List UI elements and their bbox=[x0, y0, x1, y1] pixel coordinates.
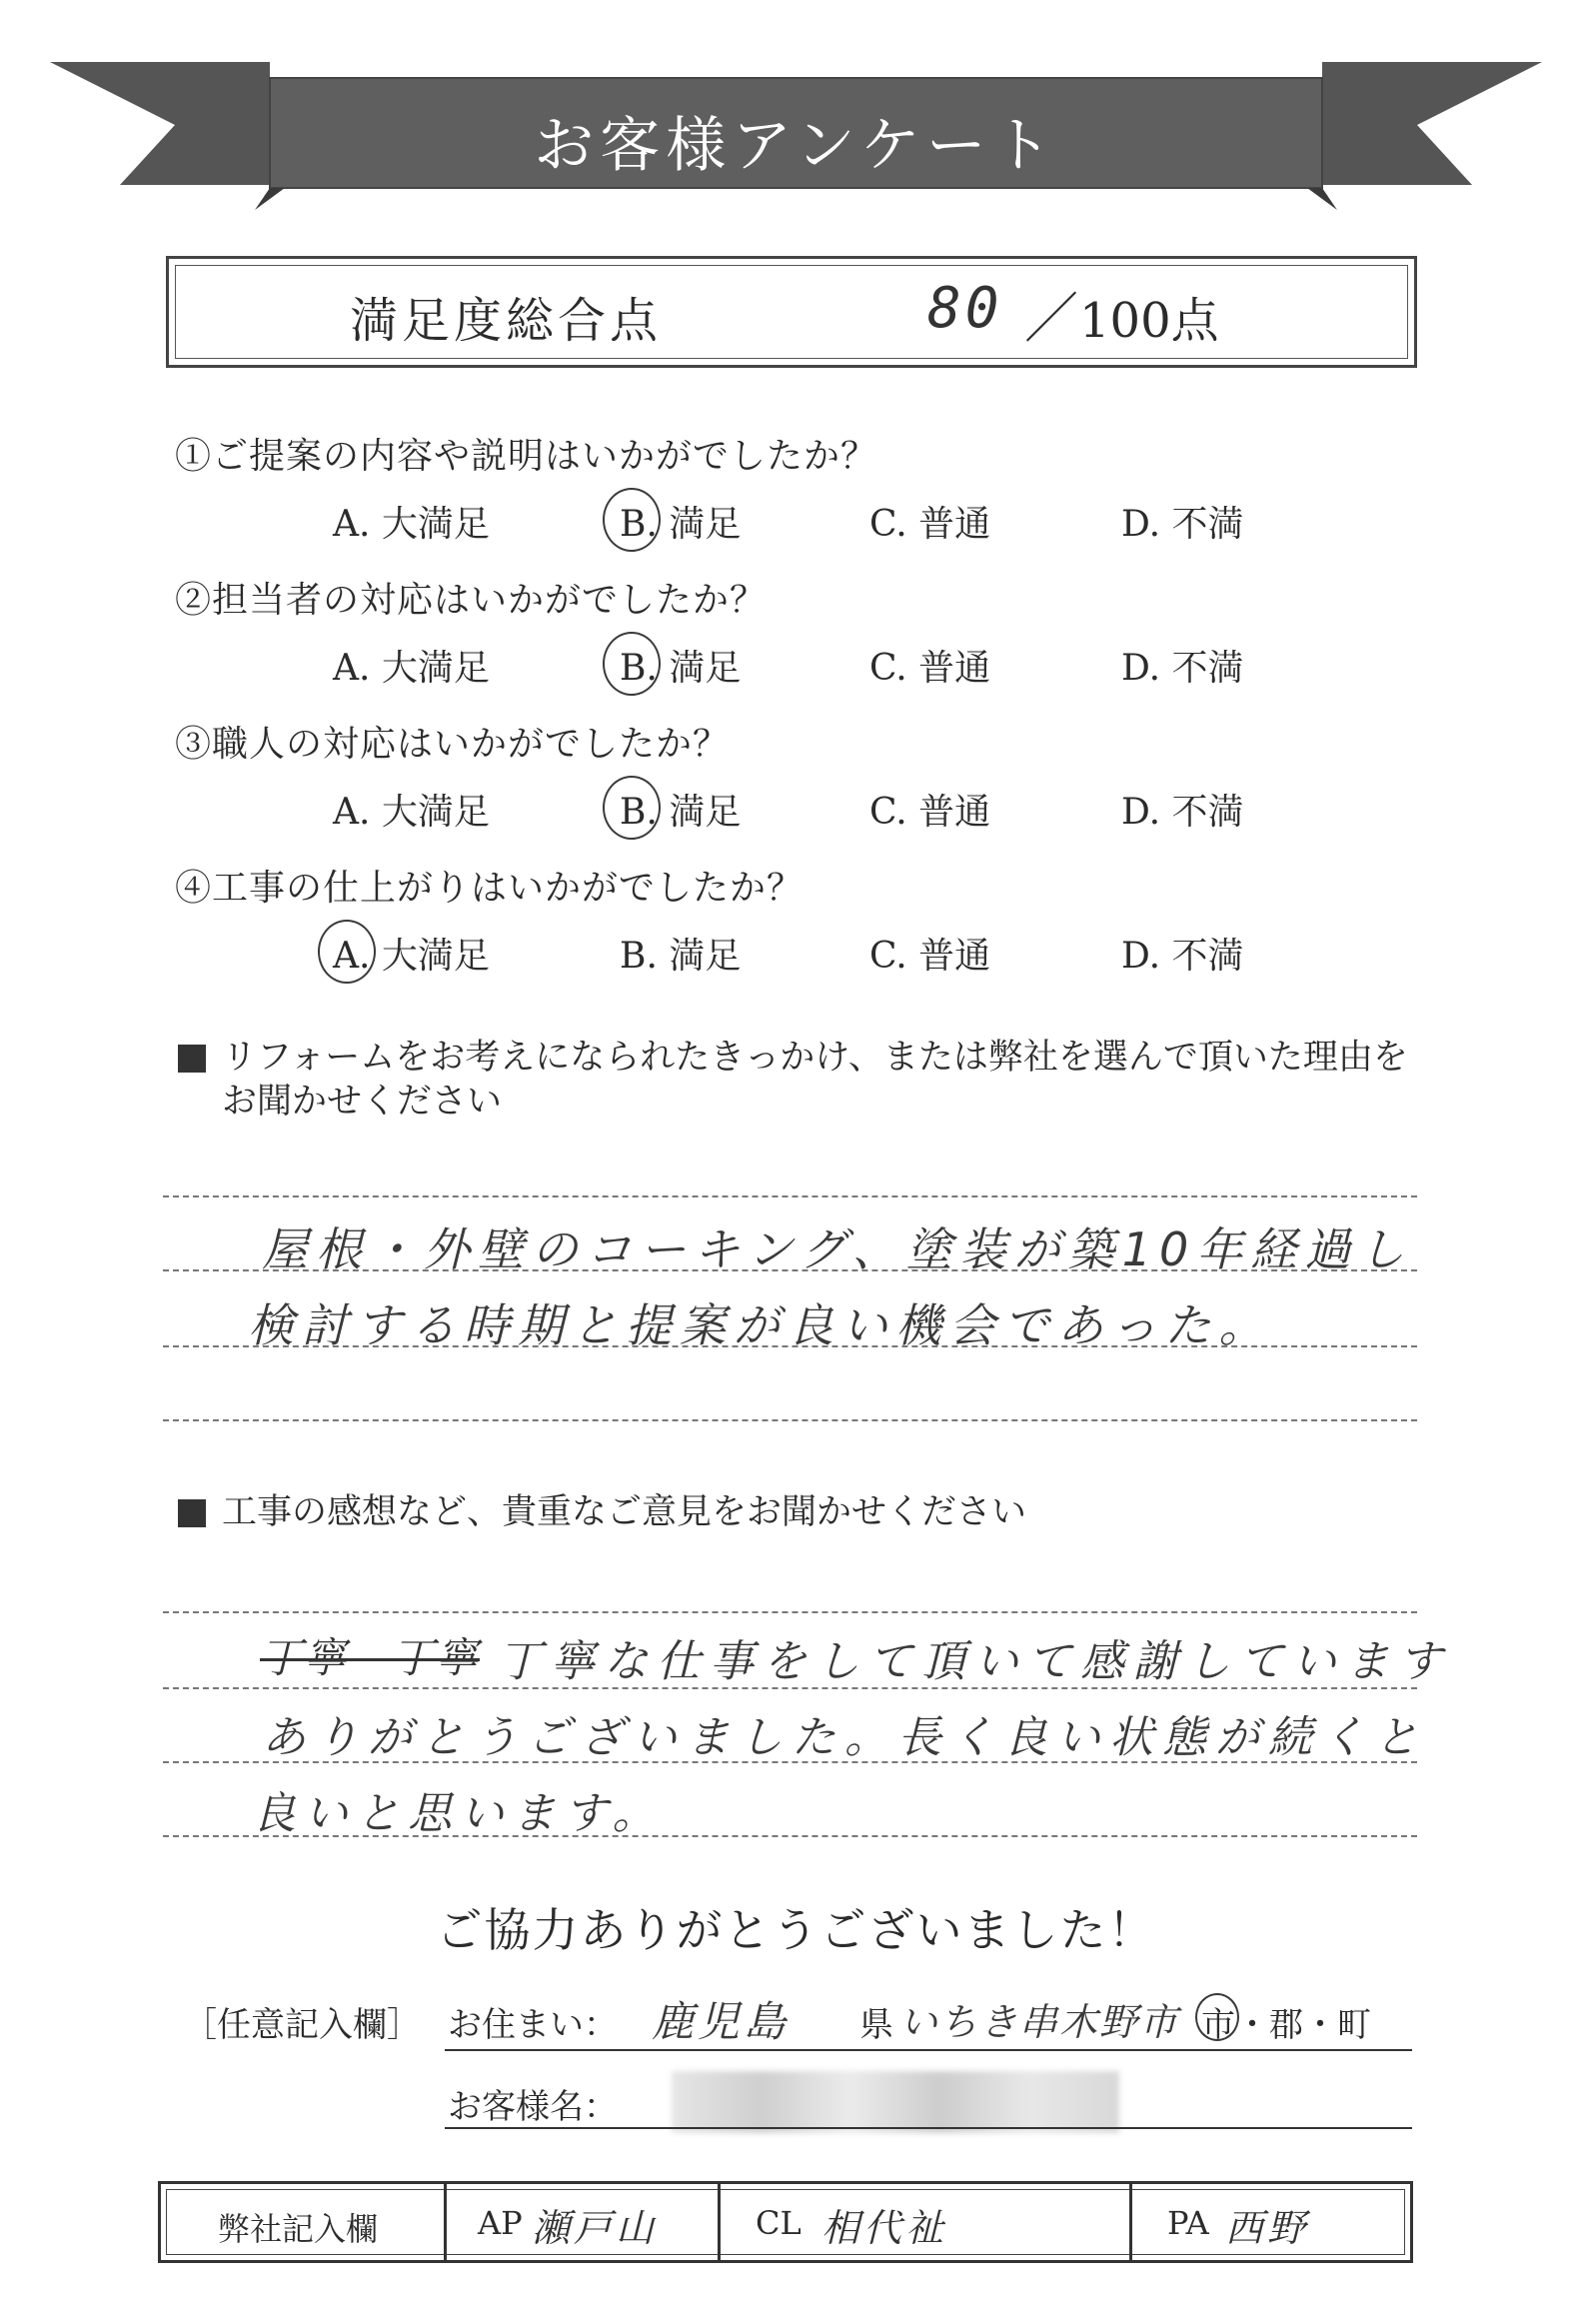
section2-answer-line2: ありがとうございました。長く良い状態が続くと bbox=[262, 1712, 1427, 1763]
q2-option-a[interactable]: A. 大満足 bbox=[333, 648, 490, 689]
q3-option-c[interactable]: C. 普通 bbox=[869, 792, 991, 833]
answer-line bbox=[163, 1195, 1417, 1197]
q3-option-b[interactable]: B. 満足 bbox=[620, 792, 742, 833]
ap-value-handwritten: 瀬戸山 bbox=[532, 2206, 659, 2250]
score-label: 満足度総合点 bbox=[350, 293, 663, 349]
prefecture-suffix: 県 bbox=[859, 2005, 893, 2045]
q2-option-c[interactable]: C. 普通 bbox=[869, 648, 991, 689]
ap-label: AP bbox=[478, 2204, 523, 2242]
section2-struck-text: 丁寧 丁寧 bbox=[260, 1633, 481, 1682]
section2-answer-line3: 良いと思います。 bbox=[252, 1788, 665, 1839]
q3-option-d[interactable]: D. 不満 bbox=[1121, 792, 1244, 833]
customer-name-redacted bbox=[672, 2071, 1119, 2133]
pa-value-handwritten: 西野 bbox=[1225, 2206, 1310, 2250]
q4-selection-circle bbox=[318, 920, 376, 984]
section1-answer-line2: 検討する時期と提案が良い機会であった。 bbox=[248, 1298, 1273, 1352]
name-underline bbox=[445, 2127, 1412, 2129]
score-slash: ／ bbox=[1024, 287, 1078, 350]
table-divider bbox=[1129, 2181, 1132, 2263]
section2-bullet bbox=[178, 1499, 206, 1527]
city-selection-circle bbox=[1195, 1993, 1239, 2041]
answer-line bbox=[163, 1419, 1417, 1421]
prefecture-handwritten: 鹿児島 bbox=[652, 1997, 791, 2046]
section2-answer-line1: 丁寧な仕事をして頂いて感謝しています bbox=[498, 1636, 1451, 1687]
table-divider bbox=[444, 2181, 447, 2263]
cl-value-handwritten: 相代祉 bbox=[821, 2206, 948, 2250]
cl-label: CL bbox=[756, 2204, 801, 2242]
optional-label: ［任意記入欄］ bbox=[183, 2005, 421, 2045]
city-handwritten: いちき串木野市 bbox=[899, 2000, 1180, 2044]
thanks-message: ご協力ありがとうございました！ bbox=[436, 1903, 1156, 1957]
q1-option-a[interactable]: A. 大満足 bbox=[333, 504, 490, 545]
score-max: 100点 bbox=[1079, 293, 1219, 349]
score-value-handwritten: 80 bbox=[927, 276, 1003, 341]
q3-option-a[interactable]: A. 大満足 bbox=[333, 792, 490, 833]
section1-answer-line1: 屋根・外壁のコーキング、塗装が築10年経過し bbox=[262, 1222, 1413, 1276]
pa-label: PA bbox=[1167, 2204, 1209, 2242]
question-3: ③職人の対応はいかがでしたか？ bbox=[175, 724, 731, 765]
table-divider bbox=[718, 2181, 721, 2263]
q4-option-c[interactable]: C. 普通 bbox=[869, 936, 991, 977]
q4-option-a[interactable]: A. 大満足 bbox=[333, 936, 490, 977]
question-4: ④工事の仕上がりはいかがでしたか？ bbox=[175, 868, 804, 909]
q1-option-d[interactable]: D. 不満 bbox=[1121, 504, 1244, 545]
q2-selection-circle bbox=[603, 632, 661, 696]
city-suffix: 市・郡・町 bbox=[1201, 2005, 1371, 2045]
address-label: お住まい： bbox=[448, 2005, 618, 2045]
page-title: お客様アンケート bbox=[534, 111, 1058, 181]
q2-option-d[interactable]: D. 不満 bbox=[1121, 648, 1244, 689]
q4-option-b[interactable]: B. 満足 bbox=[620, 936, 742, 977]
q4-option-d[interactable]: D. 不満 bbox=[1121, 936, 1244, 977]
q1-option-c[interactable]: C. 普通 bbox=[869, 504, 991, 545]
answer-line bbox=[163, 1611, 1417, 1613]
section1-prompt-line2: お聞かせください bbox=[222, 1082, 503, 1122]
q2-option-b[interactable]: B. 満足 bbox=[620, 648, 742, 689]
office-label: 弊社記入欄 bbox=[218, 2210, 379, 2248]
section1-bullet bbox=[178, 1045, 206, 1073]
q1-option-b[interactable]: B. 満足 bbox=[620, 504, 742, 545]
question-1: ①ご提案の内容や説明はいかがでしたか？ bbox=[175, 436, 878, 477]
question-2: ②担当者の対応はいかがでしたか？ bbox=[175, 580, 768, 621]
q3-selection-circle bbox=[603, 776, 661, 840]
section1-prompt-line1: リフォームをお考えになられたきっかけ、または弊社を選んで頂いた理由を bbox=[222, 1038, 1408, 1078]
section2-prompt: 工事の感想など、貴重なご意見をお聞かせください bbox=[222, 1492, 1027, 1532]
customer-name-label: お客様名： bbox=[448, 2087, 618, 2127]
q1-selection-circle bbox=[603, 488, 661, 552]
address-underline bbox=[445, 2049, 1412, 2051]
